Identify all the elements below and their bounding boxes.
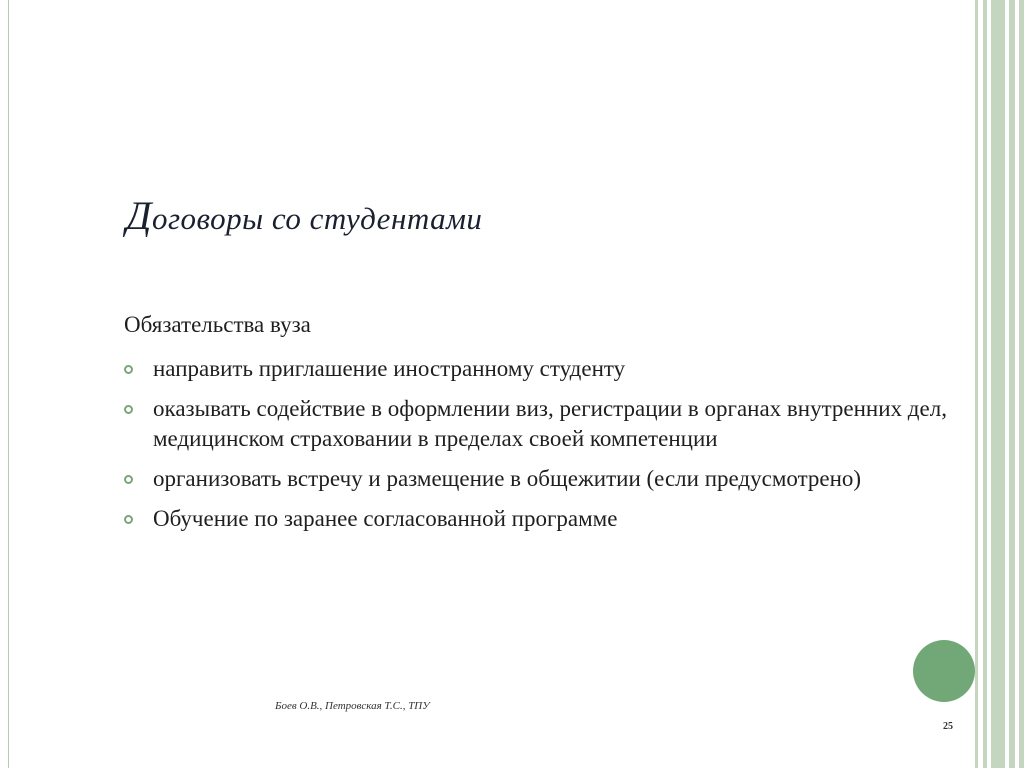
- list-item: [124, 504, 954, 534]
- list-item: [124, 354, 954, 384]
- decor-stripe: [975, 0, 978, 768]
- decor-circle-icon: [913, 640, 975, 702]
- list-item-text: Обучение по заранее согласованной программе: [153, 506, 618, 531]
- page-number: 25: [943, 721, 953, 732]
- list-item-text: оказывать содействие в оформлении виз, регистрации в органах внутренних дел, медицинском страховании в пределах своей компетенции: [153, 396, 947, 451]
- bullet-circle-icon: [124, 515, 133, 524]
- bullet-circle-icon: [124, 365, 133, 374]
- footer-authors: Боев О.В., Петровская Т.С., ТПУ: [275, 700, 430, 712]
- decor-stripe: [1019, 0, 1024, 768]
- decor-stripe: [1009, 0, 1015, 768]
- list-item: [124, 464, 954, 494]
- list-item-text: направить приглашение иностранному студенту: [153, 356, 626, 381]
- bullet-list: [124, 354, 954, 544]
- list-item-text: организовать встречу и размещение в общежитии (если предусмотрено): [153, 466, 862, 491]
- decor-stripe: [991, 0, 1005, 768]
- title-rest: оговоры со студентами: [151, 201, 483, 236]
- bullet-circle-icon: [124, 475, 133, 484]
- list-item: [124, 394, 954, 454]
- title-first-letter: Д: [126, 193, 152, 238]
- left-frame-line: [8, 0, 9, 768]
- decor-stripe: [983, 0, 987, 768]
- slide-title: [126, 192, 482, 239]
- section-subtitle: Обязательства вуза: [124, 312, 311, 337]
- bullet-circle-icon: [124, 405, 133, 414]
